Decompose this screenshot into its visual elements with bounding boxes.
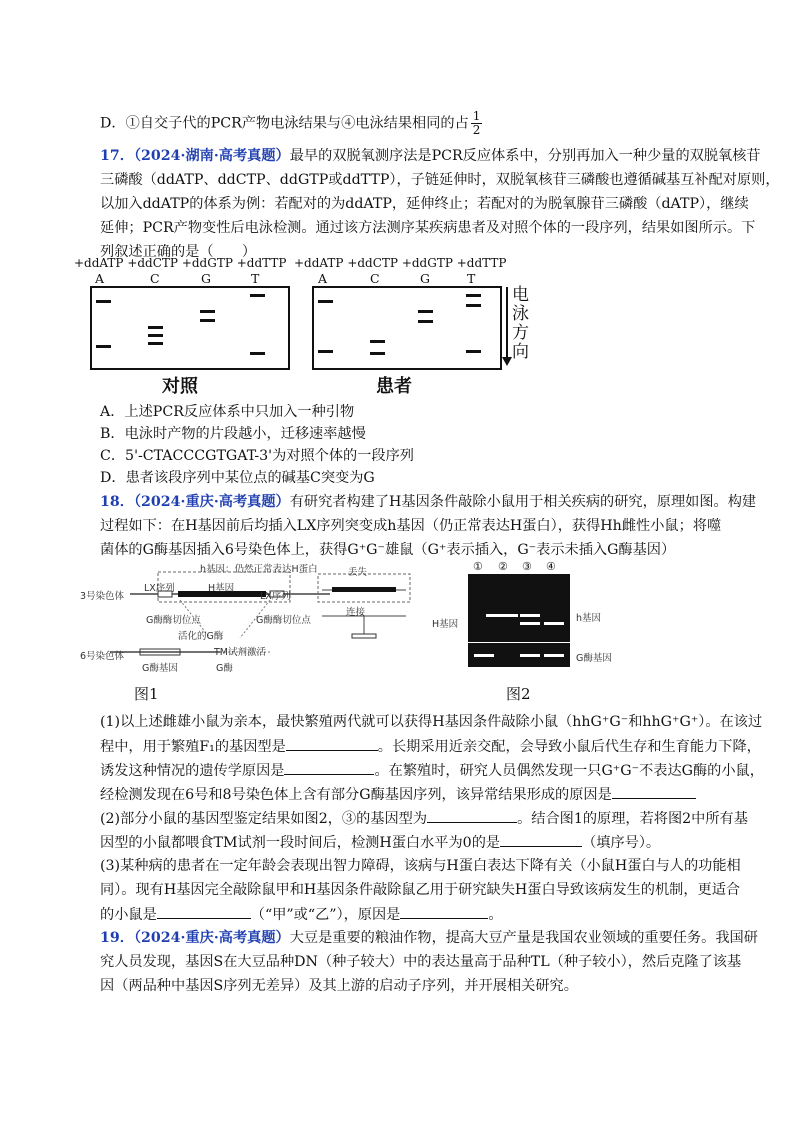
q17-option-b: B．电泳时产物的片段越小，迁移速率越慢 <box>100 426 366 442</box>
patient-gel <box>312 286 502 370</box>
join-label: 连接 <box>346 607 366 618</box>
figure1-caption: 图1 <box>134 685 159 703</box>
q18-line1: 18．（2024·重庆·高考真题）有研究者构建了H基因条件敲除小鼠用于相关疾病的研究，原理如图。构建 <box>100 494 757 510</box>
answer-blank[interactable] <box>400 904 488 919</box>
lane-3: ③ <box>522 560 532 573</box>
q18-p3-line1: (3)某种病的患者在一定年龄会表现出智力障碍，该病与H蛋白表达下降有关（小鼠H蛋白与人的功能相 <box>100 858 741 874</box>
answer-blank[interactable] <box>286 736 378 751</box>
q18-p2-line1: (2)部分小鼠的基因型鉴定结果如图2，③的基因型为 。结合图1的原理，若将图2中所有基 <box>100 808 748 829</box>
lane-label-g: G <box>420 271 430 286</box>
gel-band <box>466 294 481 297</box>
chr6-label: 6号染色体 <box>80 651 125 662</box>
gel-band <box>370 340 385 343</box>
q18-line3: 菌体的G酶基因插入6号染色体上，获得G⁺G⁻雄鼠（G⁺表示插入，G⁻表示未插入G酶基因） <box>100 542 676 558</box>
left-header: +ddATP +ddCTP +ddGTP +ddTTP <box>74 256 287 270</box>
q17-line1: 17．（2024·湖南·高考真题）最早的双脱氧测序法是PCR反应体系中，分别再加入一种少量的双脱氧核苷 <box>100 148 761 164</box>
lost-gene <box>332 587 396 592</box>
gel-band <box>148 342 163 345</box>
q19-line1: 19．（2024·重庆·高考真题）大豆是重要的粮油作物，提高大豆产量是我国农业领域的重要任务。我国研 <box>100 930 758 946</box>
answer-blank[interactable] <box>612 784 696 799</box>
q17-line4: 延伸；PCR产物变性后电泳检测。通过该方法测序某疾病患者及对照个体的一段序列，结果如图所示。下 <box>100 220 756 236</box>
joined-lx <box>352 634 376 638</box>
question-number: 17． <box>100 148 134 164</box>
lane-label-c: C <box>370 271 380 286</box>
question-source: （2024·重庆·高考真题） <box>133 494 290 510</box>
q18-p1-line4: 经检测发现在6号和8号染色体上含有部分G酶基因序列，该异常结果形成的原因是 <box>100 784 696 805</box>
h-gene-label: H基因 <box>208 583 235 594</box>
fraction: $\frac{1}{2}$ <box>472 109 481 137</box>
gel-band <box>418 320 433 323</box>
gel-band <box>520 614 540 617</box>
answer-blank[interactable] <box>427 808 517 823</box>
tm-label: TM试剂激活 <box>214 647 266 658</box>
q18-p3-line2: 同）。现有H基因完全敲除鼠甲和H基因条件敲除鼠乙用于研究缺失H蛋白导致该病发生的机制，更适合 <box>100 882 741 898</box>
lane-label-t: T <box>467 271 476 286</box>
gel-upper <box>468 574 570 642</box>
lane-label-t: T <box>251 271 260 286</box>
option-d-prev: D．①自交子代的PCR产物电泳结果与④电泳结果相同的占 $\frac{1}{2}$ <box>100 109 481 137</box>
gel-band <box>148 334 163 337</box>
g-gene-label: G酶基因 <box>142 663 178 674</box>
gel-band <box>418 310 433 313</box>
q18-p1-line3: 诱发这种情况的遗传学原因是 。在繁殖时，研究人员偶然发现一只G⁺G⁻不表达G酶的小鼠， <box>100 760 764 781</box>
h-gene-note: h基因：仍然正常表达H蛋白 <box>200 564 318 575</box>
gel-band <box>370 352 385 355</box>
arrow-head-icon <box>502 357 512 366</box>
right-header: +ddATP +ddCTP +ddGTP +ddTTP <box>294 256 507 270</box>
answer-blank[interactable] <box>500 832 582 847</box>
gel-band <box>96 300 111 303</box>
gel-band <box>498 614 518 617</box>
gel-band <box>544 654 564 657</box>
question-source: （2024·湖南·高考真题） <box>133 148 290 164</box>
q18-p3-line3: 的小鼠是 （“甲”或“乙”），原因是 。 <box>100 904 503 925</box>
h-gene-left-label: H基因 <box>432 619 459 630</box>
lane-label-a: A <box>95 271 105 286</box>
question-number: 19． <box>100 930 134 946</box>
direction-arrow <box>506 287 508 359</box>
cut-left-label: G酶酶切位点 <box>146 615 201 626</box>
question-number: 18． <box>100 494 134 510</box>
gel-band <box>466 304 481 307</box>
chr3-label: 3号染色体 <box>80 591 125 602</box>
gel-band <box>520 622 540 625</box>
q17-option-d: D．患者该段序列中某位点的碱基C突变为G <box>100 470 375 486</box>
control-label: 对照 <box>162 376 198 397</box>
lost-label: 丢失 <box>348 567 368 578</box>
g-enzyme-label: G酶 <box>216 663 233 674</box>
lane-label-a: A <box>318 271 328 286</box>
answer-blank[interactable] <box>284 760 374 775</box>
lane-label-g: G <box>201 271 211 286</box>
gel-band <box>250 352 265 355</box>
gel-band <box>474 654 494 657</box>
h-gene-right-label: h基因 <box>576 613 602 624</box>
q19-line3: 因（两品种中基因S序列无差异）及其上游的启动子序列，并开展相关研究。 <box>100 978 578 994</box>
q18-line2: 过程如下：在H基因前后均插入LX序列突变成h基因（仍正常表达H蛋白），获得Hh雌性小鼠；将噬 <box>100 518 722 534</box>
q18-p1-line1: (1)以上述雌雄小鼠为亲本，最快繁殖两代就可以获得H基因条件敲除小鼠（hhG⁺G⁻和hhG⁺G⁺）。在该过 <box>100 714 763 730</box>
gel-band <box>466 350 481 353</box>
lx-right-label: LX序列 <box>260 591 291 602</box>
lx-left-label: LX序列 <box>144 583 175 594</box>
q17-option-c: C．5'-CTACCCGTGAT-3'为对照个体的一段序列 <box>100 448 414 464</box>
gel-lower <box>468 643 570 667</box>
gel-band <box>200 319 215 322</box>
gel-band <box>250 294 265 297</box>
patient-label: 患者 <box>376 376 412 397</box>
q17-option-a: A．上述PCR反应体系中只加入一种引物 <box>100 404 355 420</box>
lane-1: ① <box>473 560 483 573</box>
cut-right-label: G酶酶切位点 <box>256 615 311 626</box>
gel-band <box>200 310 215 313</box>
g-gene-right-label: G酶基因 <box>576 653 612 664</box>
gel-band <box>318 350 333 353</box>
figure1-diagram <box>70 560 430 680</box>
q18-p1-line2: 程中，用于繁殖F₁的基因型是 。长期采用近亲交配，会导致小鼠后代生存和生育能力下降， <box>100 736 761 757</box>
gel-band <box>96 345 111 348</box>
q19-line2: 究人员发现，基因S在大豆品种DN（种子较大）中的表达量高于品种TL（种子较小），然后克隆了该基 <box>100 954 742 970</box>
figure2-caption: 图2 <box>506 685 531 703</box>
q17-line3: 以加入ddATP的体系为例：若配对的为ddATP，延伸终止；若配对的为脱氧腺苷三磷酸（dATP），继续 <box>100 196 749 212</box>
gel-band <box>520 654 540 657</box>
active-enzyme-label: 活化的G酶 <box>178 631 224 642</box>
direction-label: 电 泳 方 向 <box>512 285 529 362</box>
question-source: （2024·重庆·高考真题） <box>133 930 290 946</box>
gel-band <box>318 300 333 303</box>
lane-4: ④ <box>546 560 556 573</box>
q18-p2-line2: 因型的小鼠都喂食TM试剂一段时间后，检测H蛋白水平为0的是 （填序号）。 <box>100 832 660 853</box>
answer-blank[interactable] <box>157 904 251 919</box>
gel-band <box>544 622 564 625</box>
lane-2: ② <box>498 560 508 573</box>
control-gel <box>90 286 290 370</box>
q17-line2: 三磷酸（ddATP、ddCTP、ddGTP或ddTTP），子链延伸时，双脱氧核苷三磷酸也遵循碱基互补配对原则， <box>100 172 780 188</box>
gel-band <box>148 326 163 329</box>
q17-line5: 列叙述正确的是（ ） <box>100 244 257 260</box>
lane-label-c: C <box>150 271 160 286</box>
